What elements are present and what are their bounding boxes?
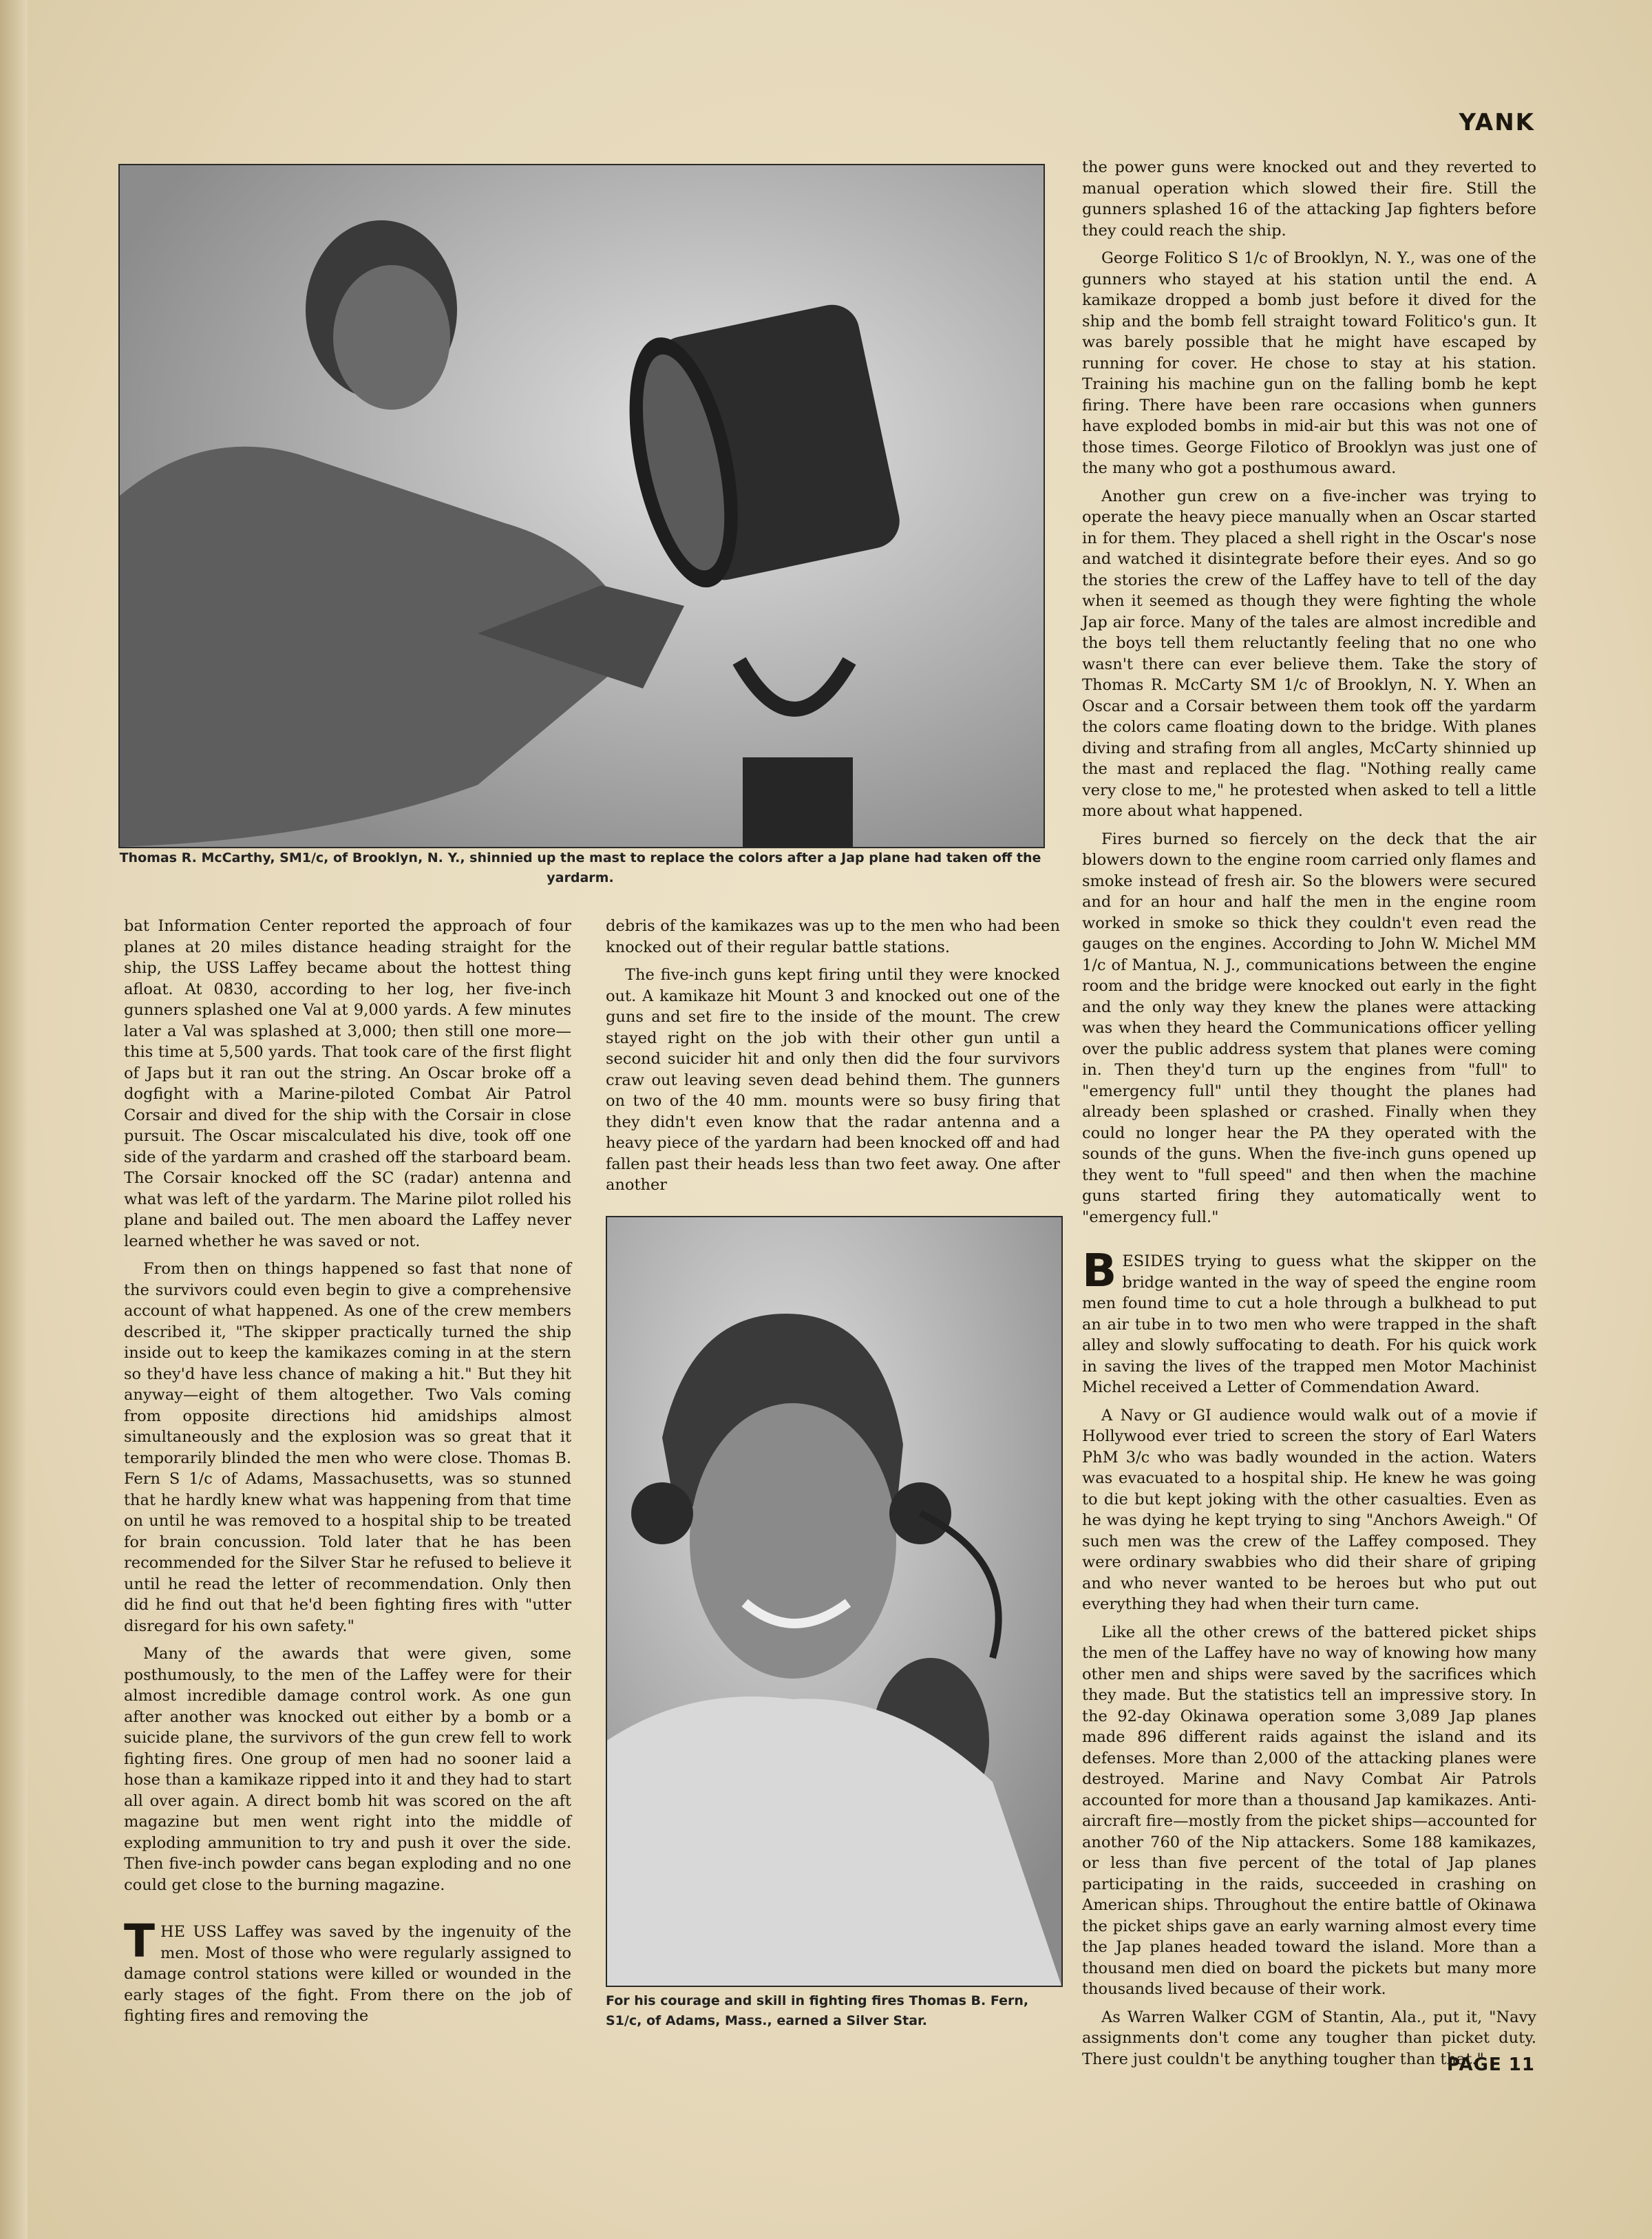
- paragraph: Another gun crew on a five-incher was trying to operate the heavy piece manually when an Oscar started in for them. They placed a shell right in the Oscar's nose and watched it disintegrate before their eyes. And so go the stories the crew of the Laffey have to tell of the day when it seemed as though they were fighting the whole Jap air force. Many of the tales are almost incredible and the boys tell them reluctantly feeling that no one who wasn't there can ever believe them. Take the story of Thomas R. McCarty SM 1/c of Brooklyn, N. Y. When an Oscar and a Corsair between them took off the yardarm the colors came floating down to the bridge. With planes diving and strafing from all angles, McCarty shinnied up the mast and replaced the flag. "Nothing really came very close to me," he protested when asked to tell a little more about what happened.: [1082, 487, 1536, 820]
- paragraph-text: HE USS Laffey was saved by the ingenuity of the men. Most of those who were regularly assigned to damage control stations were killed or wounded in the early stages of the fight. From there on the job of fighting fires and removing the: [124, 1923, 571, 2025]
- paragraph: [1082, 1244, 1536, 1398]
- paragraph: Fires burned so fiercely on the deck that the air blowers down to the engine room carried only flames and smoke instead of fresh air. So the blowers were secured and for an hour and half the men in the engine room worked in smoke so thick they couldn't even read the gauges on the engines. According to John W. Michel MM 1/c of Mantua, N. J., communications between the engine room and the bridge were knocked out early in the fight and the only way they knew the planes were attacking was when they heard the Communications officer yelling over the public address system that planes were coming in. Then they'd turn up the engines from "full" to "emergency full" until they thought the planes had already been splashed or crashed. Finally when they could no longer hear the PA they operated with the sounds of the guns. When the five-inch guns opened up they went to "full speed" and then when the machine guns started firing they automatically went to "emergency full.": [1082, 830, 1536, 1226]
- masthead: YANK: [1459, 109, 1535, 136]
- paragraph: The five-inch guns kept firing until they were knocked out. A kamikaze hit Mount 3 and knocked out one of the guns and set fire to the inside of the mount. The crew stayed right on the job with their other gun until a second suicider hit and only then did the four survivors craw out leaving seven dead behind them. The gunners on two of the 40 mm. mounts were so busy firing that they didn't even know that the radar antenna and a heavy piece of the yardarn had been knocked off and had fallen past their heads less than two feet away. One after another: [606, 966, 1060, 1194]
- paragraph: A Navy or GI audience would walk out of a movie if Hollywood ever tried to screen the story of Earl Waters PhM 3/c who was badly wounded in the action. Waters was evacuated to a hospital ship. He knew he was going to die but kept joking with the other casualties. Even as he was dying he kept trying to sing "Anchors Aweigh." Of such men was the crew of the Laffey composed. They were ordinary swabbies who did their share of griping and who never wanted to be heroes but who put out everything they had when their turn came.: [1082, 1406, 1536, 1613]
- paragraph-text: ESIDES trying to guess what the skipper on the bridge wanted in the way of speed the engine room men found time to cut a hole through a bulkhead to put an air tube in to two men who were trapped in the shaft alley and slowly suffocating to death. For his quick work in saving the lives of the trapped men Motor Machinist Michel received a Letter of Commendation Award.: [1082, 1252, 1536, 1396]
- paragraph: debris of the kamikazes was up to the men who had been knocked out of their regular battle stations.: [606, 917, 1060, 956]
- article-column-1: [124, 916, 571, 2034]
- paragraph: the power guns were knocked out and they reverted to manual operation which slowed their fire. Still the gunners splashed 16 of the attacking Jap fighters before they could reach the ship.: [1082, 158, 1536, 240]
- photo-mccarthy-caption: Thomas R. McCarthy, SM1/c, of Brooklyn, N. Y., shinnied up the mast to replace the colors after a Jap plane had taken off the yardarm.: [119, 850, 1041, 885]
- paragraph: Many of the awards that were given, some posthumously, to the men of the Laffey were for their almost incredible damage control work. As one gun after another was knocked out either by a bomb or a suicide plane, the survivors of the gun crew fell to work fighting fires. One group of men had no sooner laid a hose than a kamikaze ripped into it and they had to start all over again. A direct bomb hit was scored on the aft magazine but men went right into the middle of exploding ammunition to try and push it over the side. Then five-inch powder cans began exploding and no one could get close to the burning magazine.: [124, 1645, 571, 1894]
- photo-fern: [606, 1216, 1063, 1987]
- drop-cap: T: [124, 1915, 156, 1968]
- page-number: PAGE 11: [1446, 2054, 1535, 2075]
- paragraph: [124, 1915, 571, 2027]
- paragraph: Like all the other crews of the battered picket ships the men of the Laffey have no way of knowing how many other men and ships were saved by the sacrifices which they made. But the statistics tell an impressive story. In the 92-day Okinawa operation some 3,089 Jap planes made 896 different raids against the island and its defenses. More than 2,000 of the attacking planes were destroyed. Marine and Navy Combat Air Patrols accounted for more than a thousand Jap kamikazes. Anti-aircraft fire—mostly from the picket ships—accounted for another 760 of the Nip attackers. Some 188 kamikazes, or less than five percent of the total of Jap planes participating in the raids, succeeded in crashing on American ships. Throughout the entire battle of Okinawa the picket ships gave an early warning almost every time the Jap planes headed toward the island. More than a thousand men died on board the pickets but many more thousands lived because of their work.: [1082, 1623, 1536, 1998]
- page-fold-shadow: [0, 0, 28, 2239]
- photo-mccarthy-image: [120, 165, 1044, 847]
- article-column-3: [1082, 157, 1536, 2077]
- paragraph: From then on things happened so fast that none of the survivors could even begin to give a comprehensive account of what happened. As one of the crew members described it, "The skipper practically turned the ship inside out to keep the kamikazes coming in at the stern so they'd have less chance of making a hit." But they hit anyway—eight of them altogether. Two Vals coming from opposite directions hid amidships almost simultaneously and the explosion was so great that it temporarily blinded the men who were close. Thomas B. Fern S 1/c of Adams, Massachusetts, was so stunned that he hardly knew what was happening from that time on until he was removed to a hospital ship to be treated for brain concussion. Told later that he has been recommended for the Silver Star he refused to believe it until he read the letter of recommendation. Only then did he find out that he'd been fighting fires with "utter disregard for his own safety.": [124, 1260, 571, 1635]
- paragraph: As Warren Walker CGM of Stantin, Ala., put it, "Navy assignments don't come any tougher than picket duty. There just couldn't be anything tougher than that.": [1082, 2008, 1536, 2068]
- article-column-2: [606, 916, 1060, 1203]
- paragraph: bat Information Center reported the approach of four planes at 20 miles distance heading straight for the ship, the USS Laffey became about the hottest thing afloat. At 0830, according to her log, her five-inch gunners splashed one Val at 9,000 yards. A few minutes later a Val was splashed at 3,000; then still one more—this time at 5,500 yards. That took care of the first flight of Japs but it ran out the string. An Oscar broke off a dogfight with a Marine-piloted Combat Air Patrol Corsair and dived for the ship with the Corsair in close pursuit. The Oscar miscalculated his dive, took off one side of the yardarm and crashed off the starboard beam. The Corsair knocked off the SC (radar) antenna and what was left of the yardarm. The Marine pilot rolled his plane and bailed out. The men aboard the Laffey never learned whether he was saved or not.: [124, 917, 571, 1250]
- photo-mccarthy: [118, 164, 1045, 848]
- paragraph: George Folitico S 1/c of Brooklyn, N. Y., was one of the gunners who stayed at his station until the end. A kamikaze dropped a bomb just before it dived for the ship and the bomb fell straight toward Folitico's gun. It was barely possible that he might have escaped by running for cover. He chose to stay at his station. Training his machine gun on the falling bomb he kept firing. There have been rare occasions when gunners have exploded bombs in mid-air but this was not one of those times. George Filotico of Brooklyn was just one of the many who got a posthumous award.: [1082, 249, 1536, 477]
- drop-cap: B: [1082, 1244, 1117, 1297]
- photo-fern-caption: For his courage and skill in fighting fires Thomas B. Fern, S1/c, of Adams, Mass., earned a Silver Star.: [606, 1993, 1029, 2028]
- photo-fern-image: [607, 1217, 1061, 1986]
